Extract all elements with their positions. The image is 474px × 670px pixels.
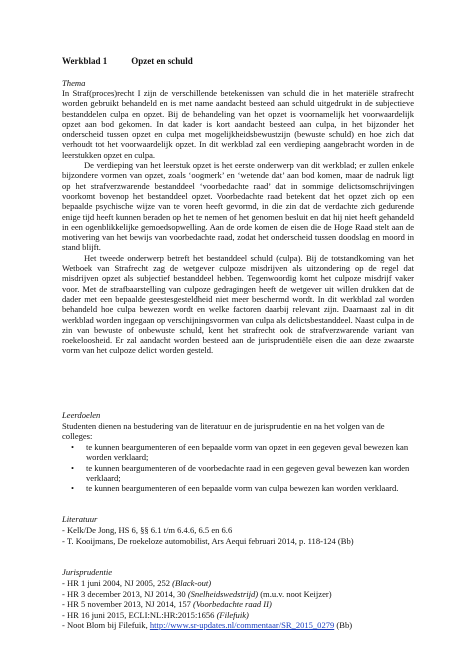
case-citation: - HR 5 november 2013, NJ 2014, 157: [62, 599, 194, 609]
leerdoelen-list: [62, 442, 414, 493]
sheet-label: Werkblad 1: [62, 56, 108, 66]
list-item-text: te kunnen beargumenteren of een bepaalde vorm van opzet in een gegeven geval bewezen kan worden verklaard;: [86, 442, 409, 463]
thema-paragraph-3: Het tweede onderwerp betreft het bestanddeel schuld (culpa). Bij de totstandkoming van het Wetboek van Strafrecht zag de wetgever culpoze misdrijven als uitzondering op de regel dat misdrijven opzet als subjectief bestanddeel hebben. Tegenwoordig komt het culpoze misdrijf vaker voor. Met de strafbaarstelling van culpoze gedragingen heeft de wetgever uit willen drukken dat de dader met een bepaalde geestesgesteldheid niet meer beschermd wordt. In dit werkblad zal worden behandeld hoe culpa bewezen wordt en welke factoren daarbij relevant zijn. Daarnaast zal in dit werkblad worden ingegaan op verschijningsvormen van culpa als delictsbestanddeel. Naast culpa in de zin van bewuste of onbewuste schuld, kent het strafrecht ook de strafverzwarende variant van roekeloosheid. Er zal aandacht worden besteed aan de jurisprudentiële eisen die aan deze zwaarste vorm van het culpoze delict worden gesteld.: [62, 252, 414, 356]
leerdoelen-intro: Studenten dienen na bestudering van de literatuur en de jurisprudentie en na het volgen van de colleges:: [62, 421, 385, 442]
list-item: [62, 578, 352, 589]
document-title: [62, 56, 193, 66]
sheet-title: Opzet en schuld: [131, 56, 193, 66]
bullet-icon: •: [71, 442, 74, 452]
thema-paragraph-1: In Straf(proces)recht I zijn de verschillende betekenissen van schuld die in het materiële strafrecht worden gebruikt behandeld en is met name aandacht besteed aan schuld uitgedrukt in de subjectieve bestanddelen culpa en opzet. Bij de behandeling van het opzet is voornamelijk het voorwaardelijk opzet aan bod gekomen. In dat kader is kort aandacht besteed aan culpa, in het bijzonder het onderscheid tussen opzet en culpa met mogelijkheidsbewustzijn (bewuste schuld) en hoe zich dat verhoudt tot het voorwaardelijk opzet. In dit werkblad zal een verdieping aangebracht worden in de leerstukken opzet en culpa.: [62, 88, 414, 160]
list-item: [62, 610, 352, 621]
case-citation: - HR 16 juni 2015, ECLI:NL:HR:2015:1656: [62, 609, 217, 620]
list-item: [62, 442, 414, 463]
thema-heading: Thema: [62, 78, 86, 88]
thema-paragraph-2: De verdieping van het leerstuk opzet is het eerste onderwerp van dit werkblad; er zullen enkele bijzondere vormen van opzet, zoals ‘oogmerk’ en ‘wetende dat’ aan bod komen, maar de nadruk ligt op het strafverzwarende bestanddeel ‘voorbedachte raad’ dat in sommige delictsomschrijvingen voorkomt bovenop het bestanddeel opzet. Voorbedachte raad betekent dat het opzet zich op een bepaalde psychische wijze van te voren heeft gevormd, in die zin dat de verdachte zich gedurende enige tijd heeft kunnen beraden op het te nemen of het genomen besluit en dat hij niet heeft gehandeld in een ogenblikkelijke gemoedsopwelling. Aan de orde komen de eisen die de Hoge Raad stelt aan de motivering van het bewijs van voorbedachte raad, zodat het onderscheid tussen doodslag en moord in stand blijft.: [62, 160, 414, 253]
list-item: - Kelk/De Jong, HS 6, §§ 6.1 t/m 6.4.6, 6.5 en 6.6: [62, 525, 233, 535]
list-item: [62, 483, 414, 493]
list-item: - T. Kooijmans, De roekeloze automobilist, Ars Aequi februari 2014, p. 118-124 (Bb): [62, 535, 354, 546]
jurisprudentie-list: [62, 578, 352, 631]
case-citation: - HR 1 juni 2004, NJ 2005, 252: [62, 578, 173, 588]
note-citation: - Noot Blom bij Filefuik,: [62, 620, 150, 630]
literatuur-list: [62, 525, 354, 546]
list-item-text: te kunnen beargumenteren of een bepaalde vorm van culpa bewezen kan worden verklaard.: [86, 483, 399, 494]
list-item: [62, 463, 414, 484]
list-item-text: te kunnen beargumenteren of de voorbedachte raad in een gegeven geval bewezen kan worden verklaard;: [86, 462, 410, 483]
case-citation: - HR 3 december 2013, NJ 2014, 30: [62, 588, 188, 599]
list-item: [62, 620, 352, 631]
case-note: (m.u.v. noot Keijzer): [258, 588, 332, 599]
list-item: [62, 589, 352, 600]
case-name: (Black-out): [172, 578, 212, 588]
list-item: [62, 599, 352, 610]
thema-body: [62, 88, 414, 356]
bullet-icon: •: [71, 483, 74, 494]
case-name: (Snelheidswedstrijd): [187, 588, 259, 599]
case-name: (Filefuik): [216, 609, 249, 620]
leerdoelen-heading: Leerdoelen: [62, 410, 101, 420]
commentary-link[interactable]: http://www.sr-updates.nl/commentaar/SR_2015_0279: [149, 620, 335, 630]
bullet-icon: •: [71, 462, 74, 473]
case-name: (Voorbedachte raad II): [193, 599, 272, 609]
note-source: (Bb): [334, 620, 353, 630]
jurisprudentie-heading: Jurisprudentie: [62, 567, 113, 577]
literatuur-heading: Literatuur: [62, 514, 98, 524]
